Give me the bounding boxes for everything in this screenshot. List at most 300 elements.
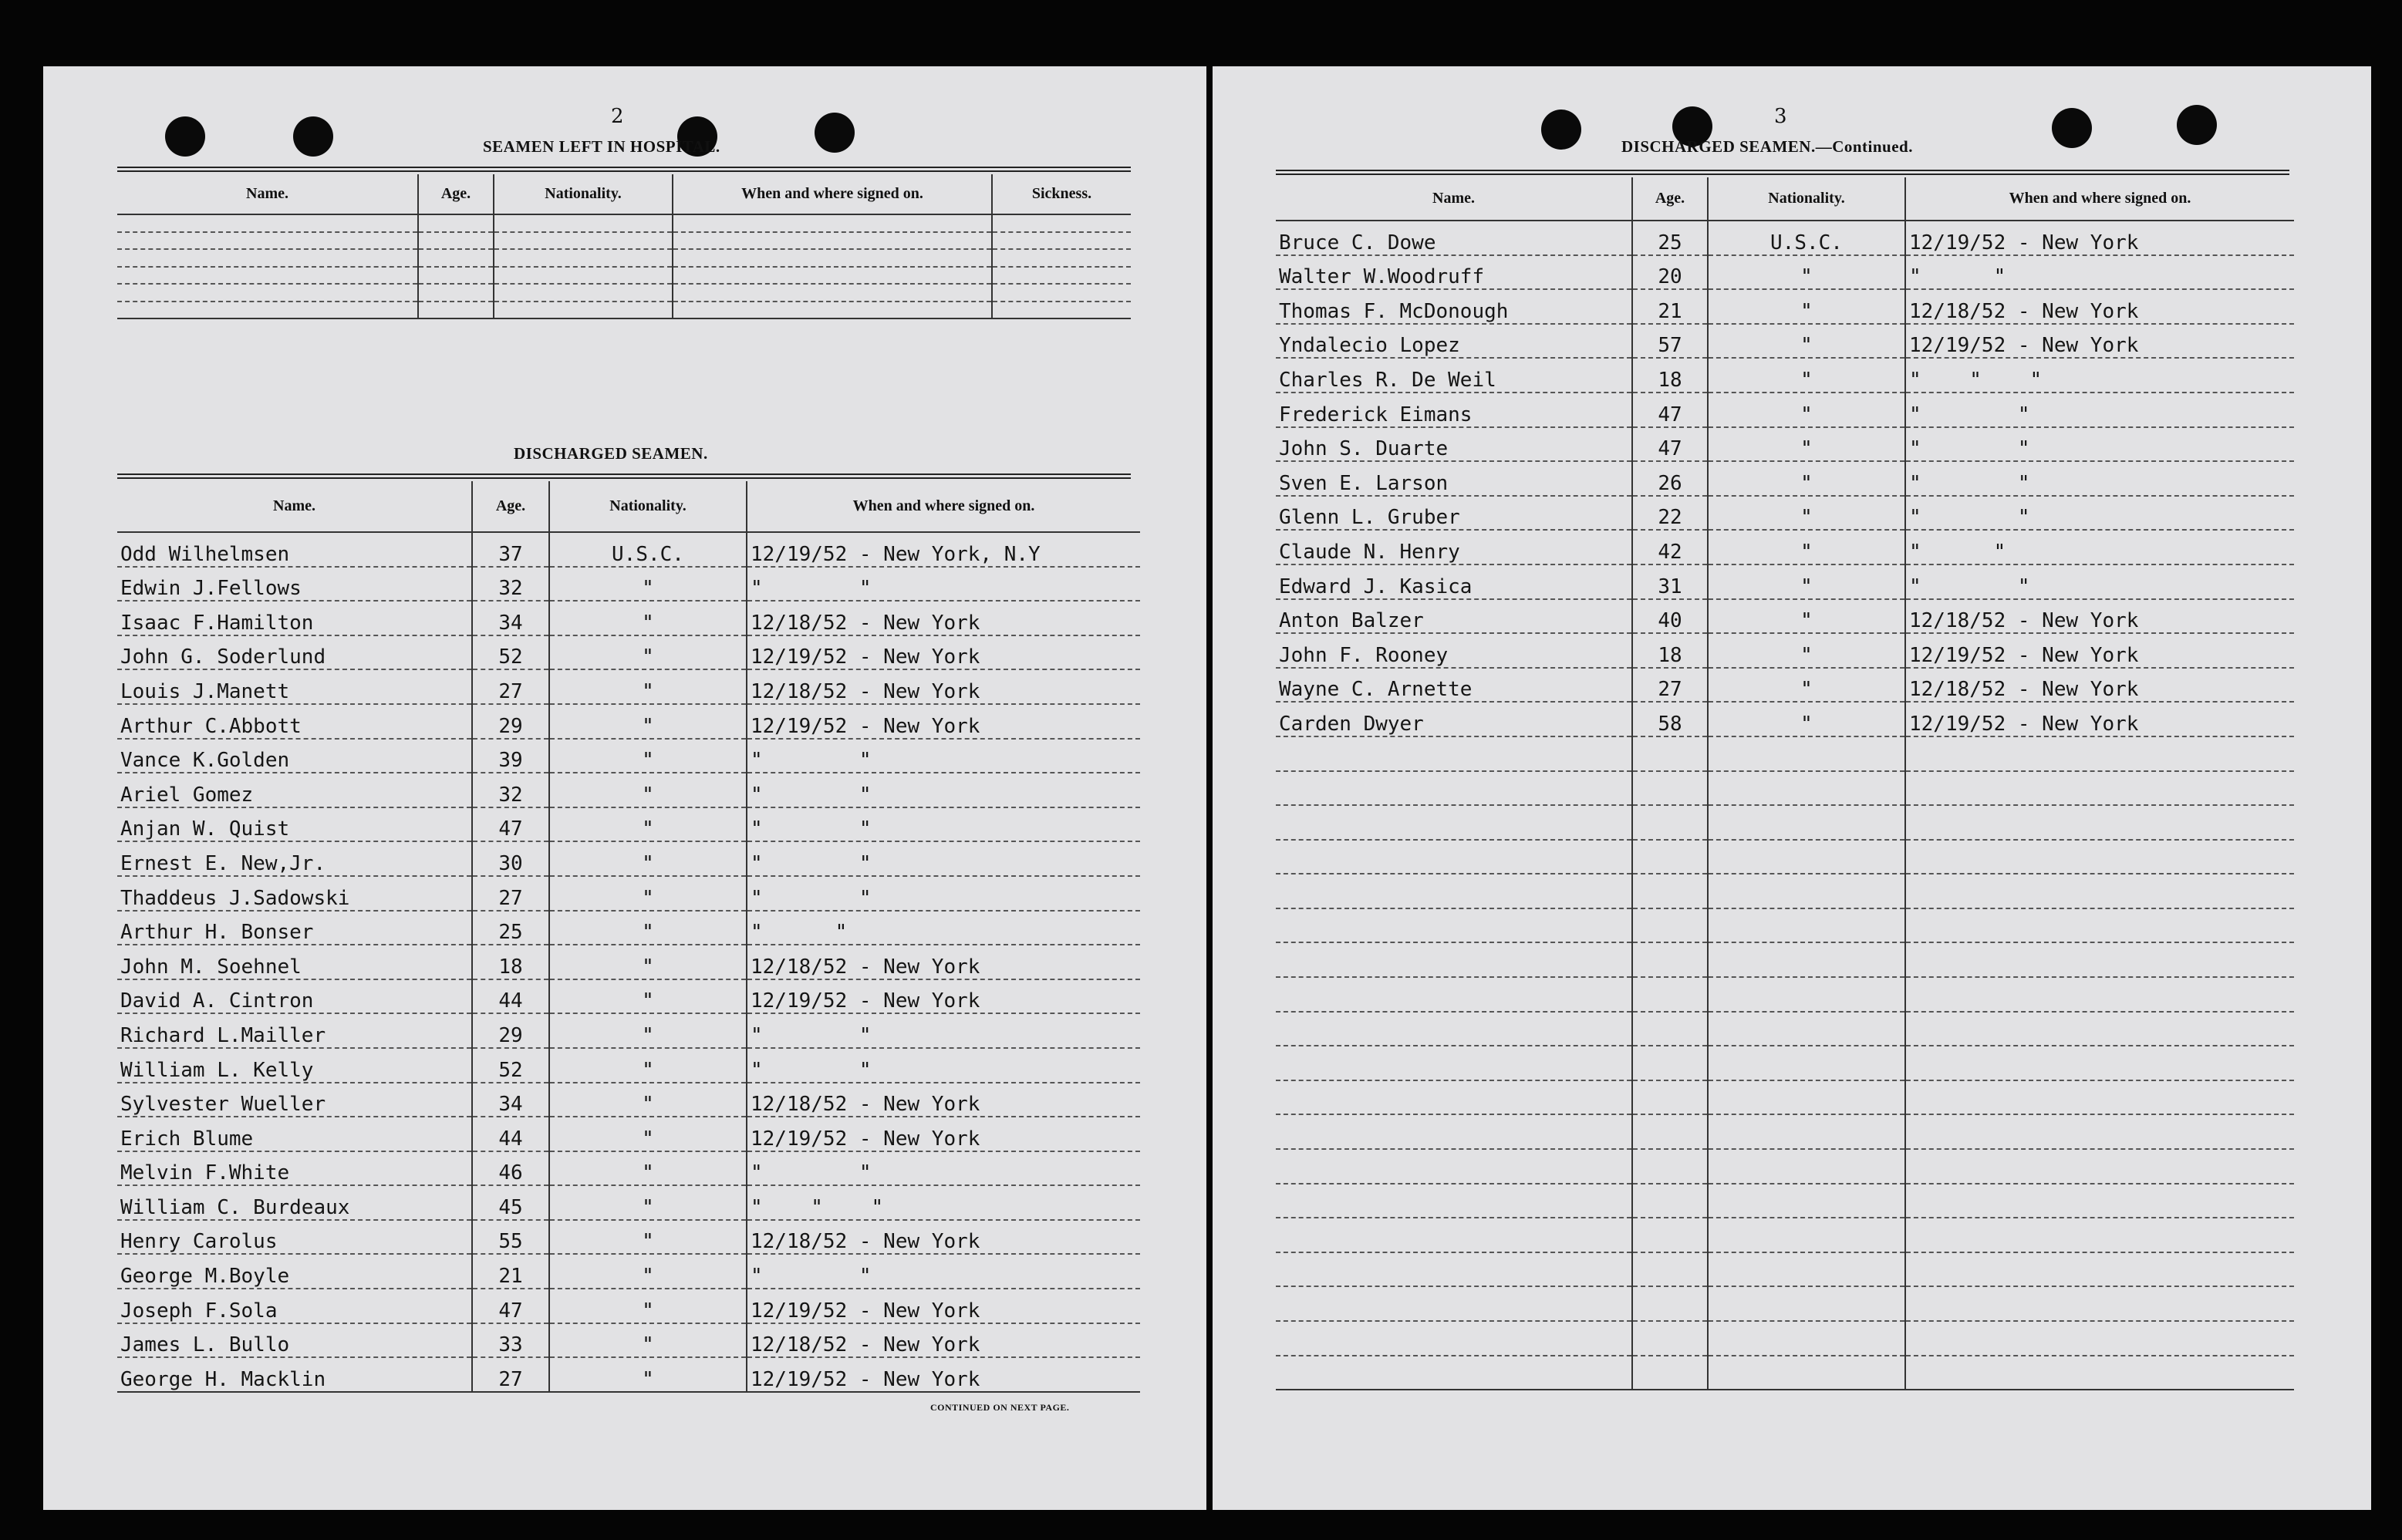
seaman-nationality: " (549, 773, 747, 807)
seaman-name: Louis J.Manett (117, 669, 472, 704)
empty-cell (1905, 1321, 2294, 1356)
seaman-nationality: " (1708, 289, 1905, 324)
seaman-nationality: " (549, 635, 747, 670)
empty-cell (1905, 1286, 2294, 1321)
seaman-row (117, 945, 1140, 979)
empty-cell (117, 249, 418, 267)
empty-cell (992, 267, 1131, 285)
seaman-name: John F. Rooney (1276, 633, 1632, 668)
seaman-age: 42 (1632, 530, 1708, 564)
empty-row (1276, 1218, 2294, 1252)
seaman-age: 22 (1632, 496, 1708, 531)
hospital-empty-row (117, 284, 1131, 302)
seaman-nationality: " (549, 1357, 747, 1392)
punch-hole (2177, 105, 2217, 145)
empty-cell (494, 214, 673, 232)
seaman-name: Frederick Eimans (1276, 393, 1632, 427)
seaman-row (117, 876, 1140, 911)
seaman-age: 33 (472, 1323, 549, 1358)
seaman-name: Thaddeus J.Sadowski (117, 876, 472, 911)
hospital-empty-row (117, 214, 1131, 232)
seaman-age: 31 (1632, 564, 1708, 599)
seaman-name: John G. Soderlund (117, 635, 472, 670)
seaman-row (117, 1220, 1140, 1255)
seaman-signed-on: 12/18/52 - New York (747, 1083, 1140, 1117)
discharged-section-title: DISCHARGED SEAMEN. (514, 444, 708, 463)
seaman-nationality: " (1708, 255, 1905, 290)
empty-cell (117, 214, 418, 232)
seaman-signed-on: 12/19/52 - New York (1905, 324, 2294, 359)
empty-cell (1276, 942, 1632, 977)
seaman-row (1276, 358, 2294, 393)
empty-cell (418, 302, 494, 319)
empty-cell (1708, 1252, 1905, 1287)
hospital-empty-row (117, 232, 1131, 250)
seaman-signed-on: " " (747, 773, 1140, 807)
empty-cell (1708, 771, 1905, 806)
empty-cell (1276, 1046, 1632, 1080)
seaman-nationality: " (1708, 427, 1905, 462)
seaman-name: George M.Boyle (117, 1254, 472, 1289)
empty-cell (992, 284, 1131, 302)
empty-cell (1632, 771, 1708, 806)
seaman-signed-on: " " (747, 876, 1140, 911)
empty-cell (1708, 1080, 1905, 1115)
empty-cell (1708, 977, 1905, 1012)
empty-cell (992, 232, 1131, 250)
seaman-age: 46 (472, 1151, 549, 1186)
empty-cell (1276, 840, 1632, 874)
empty-cell (1632, 1184, 1708, 1218)
empty-cell (992, 249, 1131, 267)
seaman-name: Claude N. Henry (1276, 530, 1632, 564)
seaman-nationality: " (549, 841, 747, 876)
empty-cell (418, 284, 494, 302)
empty-cell (1276, 1286, 1632, 1321)
seaman-row (117, 911, 1140, 945)
seaman-age: 21 (1632, 289, 1708, 324)
empty-cell (1905, 1356, 2294, 1390)
seaman-age: 18 (472, 945, 549, 979)
seaman-signed-on: 12/19/52 - New York (747, 1289, 1140, 1323)
empty-cell (1905, 840, 2294, 874)
seaman-name: Walter W.Woodruff (1276, 255, 1632, 290)
seaman-age: 58 (1632, 702, 1708, 736)
seaman-row (117, 601, 1140, 635)
seaman-row (117, 773, 1140, 807)
empty-cell (1708, 1046, 1905, 1080)
seaman-row (117, 1117, 1140, 1151)
empty-cell (1708, 942, 1905, 977)
seaman-signed-on: 12/18/52 - New York (747, 1220, 1140, 1255)
empty-cell (117, 284, 418, 302)
empty-cell (1905, 1218, 2294, 1252)
empty-cell (1708, 1218, 1905, 1252)
seaman-signed-on: " " (747, 1151, 1140, 1186)
seaman-row (117, 635, 1140, 670)
empty-cell (673, 267, 992, 285)
empty-cell (494, 249, 673, 267)
seaman-row (1276, 496, 2294, 531)
empty-row (1276, 874, 2294, 908)
empty-cell (1905, 908, 2294, 943)
empty-cell (1708, 840, 1905, 874)
seaman-nationality: " (1708, 564, 1905, 599)
empty-cell (1276, 736, 1632, 771)
header-age: Age. (472, 481, 549, 532)
seaman-nationality: " (549, 1323, 747, 1358)
empty-cell (1632, 977, 1708, 1012)
empty-row (1276, 942, 2294, 977)
empty-row (1276, 1114, 2294, 1149)
seaman-signed-on: " " (1905, 564, 2294, 599)
empty-cell (1905, 1184, 2294, 1218)
empty-cell (1708, 1012, 1905, 1046)
title-rule (117, 473, 1131, 479)
seaman-age: 27 (472, 876, 549, 911)
seaman-name: Isaac F.Hamilton (117, 601, 472, 635)
left-page (43, 66, 1206, 1510)
discharged-continued-title: DISCHARGED SEAMEN.—Continued. (1621, 137, 1913, 156)
seaman-nationality: " (549, 1185, 747, 1220)
seaman-nationality: " (549, 979, 747, 1014)
hospital-empty-row (117, 302, 1131, 319)
punch-hole (293, 116, 333, 157)
empty-cell (117, 232, 418, 250)
seaman-row (117, 1357, 1140, 1392)
empty-row (1276, 840, 2294, 874)
empty-row (1276, 1356, 2294, 1390)
seaman-name: James L. Bullo (117, 1323, 472, 1358)
empty-row (1276, 1321, 2294, 1356)
empty-cell (1905, 977, 2294, 1012)
seaman-age: 39 (472, 739, 549, 773)
seaman-nationality: " (549, 1013, 747, 1048)
seaman-row (117, 1254, 1140, 1289)
title-rule (1276, 170, 2289, 175)
empty-cell (1905, 771, 2294, 806)
seaman-nationality: " (549, 669, 747, 704)
seaman-signed-on: 12/18/52 - New York (1905, 289, 2294, 324)
empty-cell (992, 302, 1131, 319)
empty-cell (1905, 736, 2294, 771)
empty-cell (1905, 1149, 2294, 1184)
seaman-age: 45 (472, 1185, 549, 1220)
seaman-signed-on: " " (747, 567, 1140, 602)
seaman-signed-on: " " (747, 807, 1140, 842)
seaman-nationality: " (549, 876, 747, 911)
seaman-age: 27 (472, 669, 549, 704)
seaman-nationality: " (549, 1220, 747, 1255)
empty-row (1276, 771, 2294, 806)
seaman-signed-on: " " (1905, 530, 2294, 564)
empty-row (1276, 908, 2294, 943)
seaman-nationality: " (1708, 599, 1905, 634)
seaman-row (117, 704, 1140, 739)
empty-cell (1276, 1184, 1632, 1218)
seaman-nationality: " (549, 1151, 747, 1186)
empty-cell (1905, 805, 2294, 840)
seaman-signed-on: 12/18/52 - New York (747, 669, 1140, 704)
seaman-age: 37 (472, 532, 549, 567)
seaman-row (1276, 461, 2294, 496)
seaman-name: William L. Kelly (117, 1048, 472, 1083)
empty-row (1276, 805, 2294, 840)
seaman-nationality: U.S.C. (1708, 221, 1905, 255)
page-number: 2 (611, 105, 624, 128)
empty-cell (1632, 1080, 1708, 1115)
empty-cell (117, 302, 418, 319)
seaman-nationality: " (1708, 324, 1905, 359)
seaman-name: Anjan W. Quist (117, 807, 472, 842)
seaman-nationality: " (1708, 358, 1905, 393)
seaman-row (117, 1185, 1140, 1220)
seaman-name: Henry Carolus (117, 1220, 472, 1255)
seaman-signed-on: 12/18/52 - New York (1905, 599, 2294, 634)
empty-cell (1905, 1012, 2294, 1046)
seaman-age: 21 (472, 1254, 549, 1289)
empty-cell (1276, 1114, 1632, 1149)
seaman-signed-on: 12/18/52 - New York (747, 945, 1140, 979)
seaman-row (1276, 530, 2294, 564)
seaman-row (117, 1048, 1140, 1083)
empty-cell (1632, 942, 1708, 977)
empty-cell (1708, 1286, 1905, 1321)
seaman-nationality: " (549, 567, 747, 602)
seaman-name: Richard L.Mailler (117, 1013, 472, 1048)
header-name: Name. (117, 481, 472, 532)
empty-cell (418, 249, 494, 267)
seaman-nationality: " (1708, 496, 1905, 531)
empty-cell (1905, 1080, 2294, 1115)
hospital-section-title: SEAMEN LEFT IN HOSPITAL. (483, 137, 720, 156)
seaman-name: Erich Blume (117, 1117, 472, 1151)
empty-cell (1905, 942, 2294, 977)
discharged-continued-table (1276, 177, 2294, 1390)
empty-row (1276, 1286, 2294, 1321)
empty-cell (1276, 977, 1632, 1012)
seaman-age: 47 (1632, 427, 1708, 462)
seaman-name: John S. Duarte (1276, 427, 1632, 462)
seaman-signed-on: " " (1905, 427, 2294, 462)
seaman-age: 52 (472, 1048, 549, 1083)
seaman-row (117, 1151, 1140, 1186)
empty-row (1276, 1012, 2294, 1046)
seaman-signed-on: " " (747, 1254, 1140, 1289)
empty-cell (494, 232, 673, 250)
seaman-nationality: " (549, 601, 747, 635)
header-signed-on: When and where signed on. (1905, 177, 2294, 221)
seaman-nationality: " (1708, 393, 1905, 427)
seaman-signed-on: " " (747, 911, 1140, 945)
header-nationality: Nationality. (549, 481, 747, 532)
punch-hole (815, 113, 855, 153)
seaman-signed-on: 12/18/52 - New York (747, 1323, 1140, 1358)
seaman-nationality: " (549, 807, 747, 842)
discharged-header-row (117, 481, 1140, 532)
seaman-nationality: " (549, 911, 747, 945)
empty-cell (1276, 771, 1632, 806)
seaman-name: Yndalecio Lopez (1276, 324, 1632, 359)
seaman-signed-on: " " (1905, 496, 2294, 531)
seaman-signed-on: 12/19/52 - New York (1905, 702, 2294, 736)
seaman-nationality: " (1708, 633, 1905, 668)
empty-cell (117, 267, 418, 285)
punch-hole (2052, 108, 2092, 148)
seaman-name: John M. Soehnel (117, 945, 472, 979)
seaman-age: 32 (472, 567, 549, 602)
seaman-name: Carden Dwyer (1276, 702, 1632, 736)
seaman-row (117, 669, 1140, 704)
seaman-signed-on: 12/19/52 - New York (1905, 221, 2294, 255)
seaman-name: William C. Burdeaux (117, 1185, 472, 1220)
seaman-name: Joseph F.Sola (117, 1289, 472, 1323)
seaman-age: 57 (1632, 324, 1708, 359)
seaman-age: 32 (472, 773, 549, 807)
empty-cell (673, 302, 992, 319)
seaman-nationality: U.S.C. (549, 532, 747, 567)
punch-hole (165, 116, 205, 157)
seaman-signed-on: 12/18/52 - New York (747, 601, 1140, 635)
discharged-table (117, 481, 1140, 1393)
seaman-signed-on: " " (1905, 255, 2294, 290)
seaman-name: David A. Cintron (117, 979, 472, 1014)
empty-cell (1632, 1218, 1708, 1252)
seaman-nationality: " (1708, 702, 1905, 736)
seaman-age: 34 (472, 601, 549, 635)
empty-cell (673, 284, 992, 302)
seaman-name: Wayne C. Arnette (1276, 668, 1632, 703)
seaman-row (117, 532, 1140, 567)
empty-cell (1905, 1114, 2294, 1149)
seaman-signed-on: " " (747, 1013, 1140, 1048)
empty-cell (673, 249, 992, 267)
header-age: Age. (1632, 177, 1708, 221)
seaman-row (117, 1013, 1140, 1048)
seaman-signed-on: 12/19/52 - New York (747, 704, 1140, 739)
seaman-name: Vance K.Golden (117, 739, 472, 773)
seaman-signed-on: 12/19/52 - New York, N.Y (747, 532, 1140, 567)
seaman-nationality: " (549, 1289, 747, 1323)
seaman-age: 47 (472, 1289, 549, 1323)
empty-cell (1632, 1012, 1708, 1046)
discharged-header-row (1276, 177, 2294, 221)
seaman-age: 20 (1632, 255, 1708, 290)
empty-cell (1708, 908, 1905, 943)
seaman-row (1276, 289, 2294, 324)
empty-cell (418, 232, 494, 250)
seaman-name: Sven E. Larson (1276, 461, 1632, 496)
empty-cell (673, 214, 992, 232)
seaman-age: 47 (1632, 393, 1708, 427)
seaman-nationality: " (549, 704, 747, 739)
seaman-name: Charles R. De Weil (1276, 358, 1632, 393)
empty-cell (1905, 1252, 2294, 1287)
empty-row (1276, 1252, 2294, 1287)
seaman-age: 26 (1632, 461, 1708, 496)
empty-row (1276, 1080, 2294, 1115)
seaman-nationality: " (1708, 530, 1905, 564)
seaman-signed-on: 12/19/52 - New York (747, 979, 1140, 1014)
seaman-age: 55 (472, 1220, 549, 1255)
seaman-row (1276, 599, 2294, 634)
seaman-signed-on: 12/19/52 - New York (747, 1357, 1140, 1392)
empty-cell (494, 302, 673, 319)
seaman-row (1276, 255, 2294, 290)
empty-cell (1276, 805, 1632, 840)
seaman-row (1276, 393, 2294, 427)
seaman-signed-on: " " (1905, 393, 2294, 427)
seaman-signed-on: 12/19/52 - New York (747, 1117, 1140, 1151)
seaman-row (117, 807, 1140, 842)
empty-cell (1632, 1149, 1708, 1184)
seaman-name: Glenn L. Gruber (1276, 496, 1632, 531)
seaman-name: Edwin J.Fellows (117, 567, 472, 602)
seaman-signed-on: 12/18/52 - New York (1905, 668, 2294, 703)
seaman-name: Anton Balzer (1276, 599, 1632, 634)
empty-cell (1632, 1321, 1708, 1356)
empty-row (1276, 977, 2294, 1012)
seaman-row (1276, 633, 2294, 668)
header-nationality: Nationality. (1708, 177, 1905, 221)
empty-row (1276, 736, 2294, 771)
seaman-row (1276, 668, 2294, 703)
empty-cell (1632, 840, 1708, 874)
seaman-name: Melvin F.White (117, 1151, 472, 1186)
hospital-empty-row (117, 249, 1131, 267)
seaman-age: 29 (472, 1013, 549, 1048)
empty-cell (992, 214, 1131, 232)
seaman-name: Sylvester Wueller (117, 1083, 472, 1117)
empty-cell (418, 214, 494, 232)
empty-cell (1708, 1114, 1905, 1149)
seaman-signed-on: " " (1905, 461, 2294, 496)
empty-cell (494, 267, 673, 285)
title-rule (117, 167, 1131, 172)
empty-cell (1632, 805, 1708, 840)
empty-cell (1708, 1356, 1905, 1390)
empty-cell (494, 284, 673, 302)
seaman-nationality: " (549, 739, 747, 773)
empty-cell (1276, 1080, 1632, 1115)
empty-cell (1632, 1046, 1708, 1080)
header-nationality: Nationality. (494, 174, 673, 214)
seaman-age: 27 (472, 1357, 549, 1392)
header-name: Name. (1276, 177, 1632, 221)
seaman-age: 40 (1632, 599, 1708, 634)
empty-cell (1276, 1356, 1632, 1390)
page-number: 3 (1774, 105, 1787, 128)
seaman-signed-on: " " (747, 739, 1140, 773)
seaman-nationality: " (549, 1083, 747, 1117)
seaman-age: 18 (1632, 633, 1708, 668)
empty-cell (1632, 1286, 1708, 1321)
seaman-nationality: " (549, 1048, 747, 1083)
seaman-signed-on: " " " (747, 1185, 1140, 1220)
seaman-nationality: " (549, 945, 747, 979)
seaman-name: Arthur C.Abbott (117, 704, 472, 739)
seaman-name: Ernest E. New,Jr. (117, 841, 472, 876)
right-page (1213, 66, 2371, 1510)
continued-note: CONTINUED ON NEXT PAGE. (930, 1402, 1070, 1413)
empty-cell (673, 232, 992, 250)
seaman-name: Bruce C. Dowe (1276, 221, 1632, 255)
seaman-signed-on: 12/19/52 - New York (1905, 633, 2294, 668)
header-sickness: Sickness. (992, 174, 1131, 214)
empty-cell (1708, 805, 1905, 840)
seaman-row (117, 1289, 1140, 1323)
empty-cell (1708, 1149, 1905, 1184)
